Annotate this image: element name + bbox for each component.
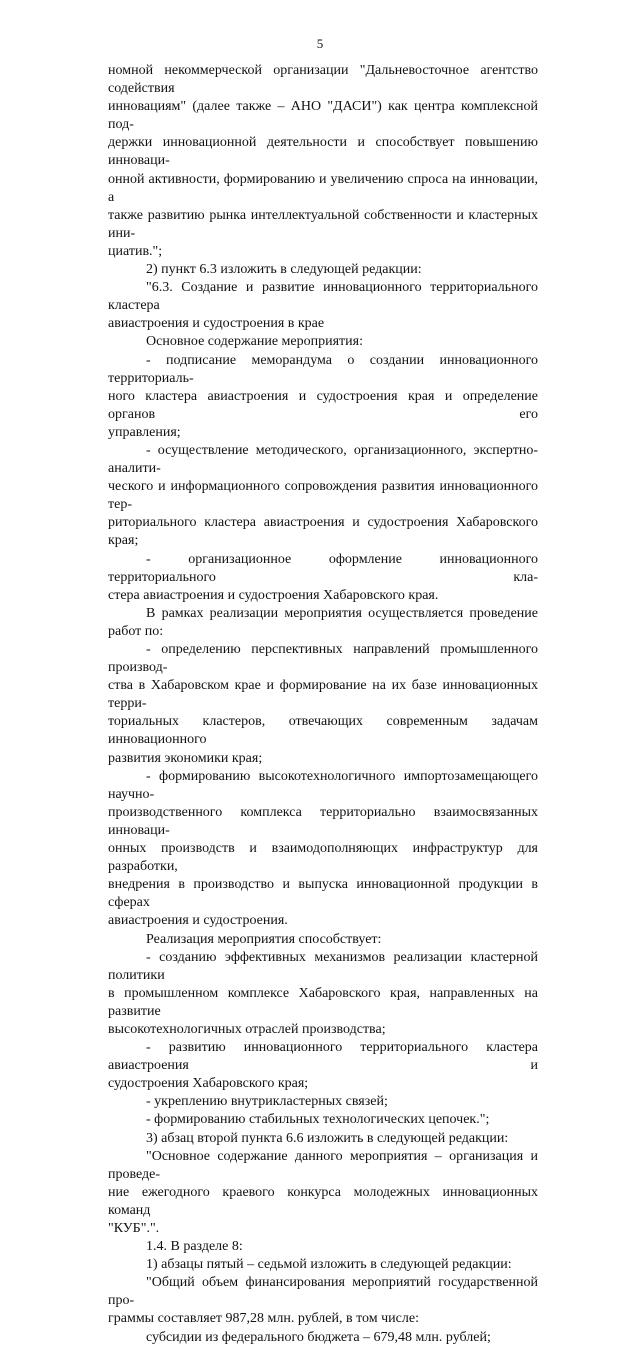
text-line: - формированию стабильных технологических цепочек.";	[146, 1112, 490, 1128]
text-line: 3) абзац второй пункта 6.6 изложить в следующей редакции:	[146, 1130, 509, 1146]
text-line: внедрения в производство и выпуска инновационной продукции в сферах	[108, 877, 538, 911]
text-line: - созданию эффективных механизмов реализации кластерной политики	[108, 949, 538, 983]
text-line: 1) абзацы пятый – седьмой изложить в следующей редакции:	[146, 1257, 512, 1273]
text-line: в промышленном комплексе Хабаровского края, направленных на развитие	[108, 985, 538, 1019]
text-line: управления;	[108, 424, 181, 440]
text-line: развития экономики края;	[108, 750, 263, 766]
text-line: - подписание меморандума о создании инновационного территориаль-	[108, 352, 538, 386]
text-line: высокотехнологичных отраслей производства;	[108, 1021, 386, 1037]
text-line: - определению перспективных направлений промышленного производ-	[108, 642, 538, 676]
text-line: "6.3. Создание и развитие инновационного территориального кластера	[108, 280, 538, 314]
text-line: субсидии из федерального бюджета – 679,48 млн. рублей;	[146, 1329, 491, 1345]
text-line: онной активности, формированию и увеличению спроса на инновации, а	[108, 171, 538, 205]
text-line: риториального кластера авиастроения и судостроения Хабаровского края;	[108, 515, 538, 549]
text-line: - формированию высокотехнологичного импортозамещающего научно-	[108, 768, 538, 802]
text-line: держки инновационной деятельности и способствует повышению инноваци-	[108, 135, 538, 169]
text-line: ние ежегодного краевого конкурса молодежных инновационных команд	[108, 1184, 538, 1218]
text-line: - укреплению внутрикластерных связей;	[146, 1094, 388, 1110]
text-line: ного кластера авиастроения и судостроения края и определение органов его	[108, 388, 538, 422]
text-line: - организационное оформление инновационного территориального кла-	[108, 551, 538, 585]
text-line: производственного комплекса территориально взаимосвязанных инноваци-	[108, 804, 538, 838]
text-line: авиастроения и судостроения в крае	[108, 316, 325, 332]
text-line: ческого и информационного сопровождения развития инновационного тер-	[108, 479, 538, 513]
text-line: "КУБ".".	[108, 1221, 160, 1236]
text-line: ства в Хабаровском крае и формирование на их базе инновационных терри-	[108, 678, 538, 712]
text-line: ториальных кластеров, отвечающих современным задачам инновационного	[108, 714, 538, 748]
text-line: Основное содержание мероприятия:	[146, 334, 363, 350]
text-line: "Общий объем финансирования мероприятий государственной про-	[108, 1275, 538, 1309]
text-line: Реализация мероприятия способствует:	[146, 931, 382, 947]
document-body	[108, 62, 538, 1347]
text-line: 2) пункт 6.3 изложить в следующей редакции:	[146, 262, 422, 278]
text-line: циатив.";	[108, 243, 163, 259]
text-line: В рамках реализации мероприятия осуществляется проведение работ по:	[108, 605, 538, 639]
text-line: онных производств и взаимодополняющих инфраструктур для разработки,	[108, 841, 538, 875]
text-line: 1.4. В разделе 8:	[146, 1239, 243, 1255]
text-line: стера авиастроения и судостроения Хабаровского края.	[108, 587, 439, 603]
text-line: номной некоммерческой организации "Дальневосточное агентство содействия	[108, 63, 538, 97]
text-line: также развитию рынка интеллектуальной собственности и кластерных ини-	[108, 207, 538, 241]
text-line: авиастроения и судостроения.	[108, 913, 288, 929]
text-line: судостроения Хабаровского края;	[108, 1076, 309, 1092]
text-line: инновациям" (далее также – АНО "ДАСИ") как центра комплексной под-	[108, 99, 538, 133]
page-number: 5	[316, 36, 324, 51]
text-line: граммы составляет 987,28 млн. рублей, в том числе:	[108, 1311, 419, 1327]
text-line: - развитию инновационного территориального кластера авиастроения и	[108, 1040, 538, 1074]
text-line: - осуществление методического, организационного, экспертно-аналити-	[108, 442, 538, 477]
text-line: "Основное содержание данного мероприятия – организация и проведе-	[108, 1148, 538, 1182]
